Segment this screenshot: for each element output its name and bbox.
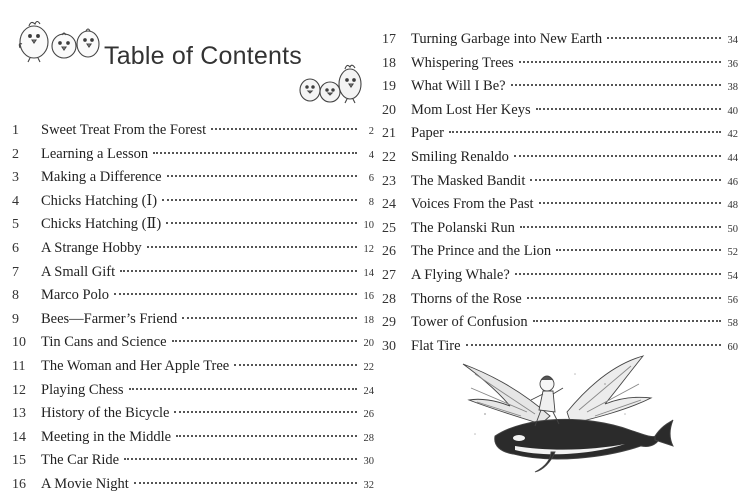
toc-entry[interactable] <box>12 166 374 190</box>
toc-dot-leader <box>539 202 721 204</box>
toc-entry[interactable] <box>382 146 738 170</box>
toc-entry[interactable] <box>382 193 738 217</box>
toc-entry-title[interactable]: History of the Bicycle <box>41 405 170 422</box>
toc-entry-page: 20 <box>363 338 374 350</box>
toc-entry-number: 1 <box>12 123 19 138</box>
toc-entry-title[interactable]: Bees—Farmer’s Friend <box>41 310 178 327</box>
toc-entry-number: 2 <box>12 146 19 162</box>
toc-entry-title[interactable]: The Car Ride <box>41 452 120 469</box>
toc-entry-title[interactable]: A Strange Hobby <box>41 239 142 256</box>
toc-entry-title[interactable]: Chicks Hatching (Ⅰ) <box>41 192 158 209</box>
toc-entry-page: 40 <box>727 105 738 117</box>
toc-entry[interactable] <box>12 426 374 450</box>
toc-entry-number: 24 <box>382 197 396 213</box>
toc-entry-title[interactable]: A Small Gift <box>41 263 116 280</box>
toc-entry-number: 22 <box>382 149 396 165</box>
toc-dot-leader <box>162 199 357 201</box>
toc-entry-page: 44 <box>727 152 738 164</box>
toc-entry[interactable] <box>12 190 374 214</box>
toc-list-left <box>12 119 374 497</box>
toc-entry-number: 14 <box>12 429 26 445</box>
toc-entry[interactable] <box>382 264 738 288</box>
toc-entry-number: 28 <box>382 291 396 307</box>
boy-riding-winged-orca-illustration <box>455 354 675 474</box>
toc-entry-page: 34 <box>727 35 738 46</box>
toc-dot-leader <box>514 155 721 157</box>
toc-entry-title[interactable]: The Prince and the Lion <box>411 243 552 260</box>
toc-entry[interactable] <box>12 331 374 355</box>
toc-dot-leader <box>527 297 721 299</box>
toc-entry-number: 25 <box>382 220 396 236</box>
toc-dot-leader <box>234 364 357 366</box>
toc-entry-number: 20 <box>382 102 396 118</box>
toc-dot-leader <box>466 344 721 346</box>
toc-entry-page: 8 <box>368 196 374 208</box>
toc-entry-title[interactable]: Sweet Treat From the Forest <box>41 122 207 138</box>
toc-dot-leader <box>172 340 357 342</box>
toc-entry-number: 11 <box>12 358 26 374</box>
toc-entry[interactable] <box>382 28 738 52</box>
toc-dot-leader <box>153 152 357 154</box>
toc-entry-number: 30 <box>382 338 396 354</box>
toc-dot-leader <box>167 175 357 177</box>
toc-entry[interactable] <box>12 355 374 379</box>
toc-entry[interactable] <box>12 143 374 167</box>
toc-entry[interactable] <box>382 240 738 264</box>
toc-entry-title[interactable]: Learning a Lesson <box>41 145 149 162</box>
toc-entry-title[interactable]: A Movie Night <box>41 475 129 492</box>
toc-entry[interactable] <box>382 311 738 335</box>
toc-entry-title[interactable]: Voices From the Past <box>411 196 534 213</box>
toc-entry-number: 15 <box>12 453 26 469</box>
toc-entry-title[interactable]: Meeting in the Middle <box>41 428 172 445</box>
toc-entry-number: 7 <box>12 264 19 280</box>
toc-entry-page: 60 <box>727 341 738 353</box>
toc-dot-leader <box>556 249 721 251</box>
toc-entry-number: 8 <box>12 288 19 304</box>
chicks-illustration-right <box>296 58 364 106</box>
toc-entry-title[interactable]: Flat Tire <box>411 337 461 354</box>
toc-entry[interactable] <box>12 379 374 403</box>
toc-entry-number: 19 <box>382 79 396 95</box>
toc-entry-page: 24 <box>363 385 374 397</box>
toc-dot-leader <box>134 482 357 484</box>
toc-entry-page: 36 <box>727 58 738 70</box>
toc-entry-page: 16 <box>363 291 374 303</box>
toc-entry-title[interactable]: What Will I Be? <box>411 78 506 95</box>
toc-entry-page: 42 <box>727 129 738 141</box>
toc-entry-title[interactable]: Turning Garbage into New Earth <box>411 31 603 47</box>
toc-entry[interactable] <box>382 75 738 99</box>
toc-entry-number: 13 <box>12 406 26 422</box>
toc-dot-leader <box>176 435 357 437</box>
toc-entry-number: 12 <box>12 382 26 398</box>
toc-entry-number: 16 <box>12 476 26 492</box>
toc-dot-leader <box>607 37 721 39</box>
toc-entry-page: 26 <box>363 409 374 421</box>
toc-entry-number: 10 <box>12 335 26 351</box>
toc-entry-page: 38 <box>727 82 738 94</box>
chicks-illustration-left <box>12 8 104 64</box>
toc-entry-number: 23 <box>382 173 396 189</box>
toc-entry-page: 28 <box>363 432 374 444</box>
toc-entry[interactable] <box>382 288 738 312</box>
toc-entry-number: 9 <box>12 311 19 327</box>
toc-entry-number: 26 <box>382 244 396 260</box>
toc-entry-page: 32 <box>363 479 374 491</box>
toc-entry-page: 54 <box>727 270 738 282</box>
toc-dot-leader <box>520 226 721 228</box>
toc-entry-page: 22 <box>363 361 374 373</box>
toc-entry[interactable] <box>382 217 738 241</box>
toc-entry[interactable] <box>12 402 374 426</box>
toc-dot-leader <box>129 388 357 390</box>
toc-dot-leader <box>533 320 721 322</box>
toc-entry-page: 30 <box>363 456 374 468</box>
toc-entry[interactable] <box>382 99 738 123</box>
toc-dot-leader <box>519 61 721 63</box>
toc-dot-leader <box>211 128 357 130</box>
toc-entry-title[interactable]: Tin Cans and Science <box>41 334 167 351</box>
toc-dot-leader <box>511 84 721 86</box>
toc-entry-page: 50 <box>727 223 738 235</box>
toc-entry[interactable] <box>382 52 738 76</box>
toc-list-right <box>382 28 738 358</box>
toc-dot-leader <box>120 270 357 272</box>
toc-entry-title[interactable]: The Woman and Her Apple Tree <box>41 357 230 374</box>
toc-entry-number: 21 <box>382 126 396 142</box>
toc-entry-title[interactable]: Making a Difference <box>41 169 162 186</box>
page-title: Table of Contents <box>104 42 302 70</box>
toc-dot-leader <box>166 222 357 224</box>
toc-entry-number: 18 <box>382 55 396 71</box>
toc-entry-page: 14 <box>363 267 374 279</box>
toc-entry-title[interactable]: Mom Lost Her Keys <box>411 101 531 118</box>
toc-entry-title[interactable]: Tower of Confusion <box>411 314 528 331</box>
toc-entry-page: 52 <box>727 247 738 259</box>
toc-entry-title[interactable]: Smiling Renaldo <box>411 148 509 165</box>
toc-entry-title[interactable]: Playing Chess <box>41 381 124 398</box>
toc-entry-title[interactable]: Chicks Hatching (Ⅱ) <box>41 216 162 233</box>
toc-entry-page: 4 <box>368 149 374 161</box>
toc-entry-title[interactable]: Whispering Trees <box>411 54 514 71</box>
toc-entry-number: 27 <box>382 267 396 283</box>
toc-entry[interactable] <box>12 284 374 308</box>
toc-dot-leader <box>182 317 357 319</box>
toc-entry-number: 17 <box>382 32 396 47</box>
toc-entry[interactable] <box>12 261 374 285</box>
toc-dot-leader <box>515 273 721 275</box>
toc-entry-page: 48 <box>727 200 738 212</box>
toc-entry-number: 6 <box>12 240 19 256</box>
toc-entry[interactable] <box>12 213 374 237</box>
toc-entry-page: 56 <box>727 294 738 306</box>
toc-entry-number: 5 <box>12 217 19 233</box>
toc-dot-leader <box>114 293 357 295</box>
toc-entry[interactable] <box>382 122 738 146</box>
toc-entry-title[interactable]: Paper <box>411 125 445 142</box>
toc-dot-leader <box>530 179 721 181</box>
toc-entry-number: 29 <box>382 315 396 331</box>
toc-entry[interactable] <box>12 119 374 143</box>
toc-entry-page: 18 <box>363 314 374 326</box>
toc-entry-number: 3 <box>12 170 19 186</box>
toc-entry-page: 46 <box>727 176 738 188</box>
toc-dot-leader <box>124 458 357 460</box>
toc-entry[interactable] <box>12 308 374 332</box>
toc-dot-leader <box>449 131 721 133</box>
toc-entry[interactable] <box>382 170 738 194</box>
toc-entry-page: 2 <box>368 126 374 137</box>
toc-entry-number: 4 <box>12 193 19 209</box>
toc-entry-title[interactable]: Marco Polo <box>41 287 110 304</box>
toc-entry-title[interactable]: Thorns of the Rose <box>411 290 522 307</box>
toc-entry[interactable] <box>12 449 374 473</box>
toc-entry[interactable] <box>12 237 374 261</box>
toc-dot-leader <box>536 108 721 110</box>
toc-entry-title[interactable]: The Polanski Run <box>411 219 515 236</box>
toc-dot-leader <box>147 246 357 248</box>
toc-entry-page: 58 <box>727 318 738 330</box>
toc-entry-page: 12 <box>363 243 374 255</box>
toc-entry-page: 10 <box>363 220 374 232</box>
toc-dot-leader <box>174 411 357 413</box>
toc-entry-page: 6 <box>368 173 374 185</box>
toc-entry-title[interactable]: A Flying Whale? <box>411 266 510 283</box>
toc-entry-title[interactable]: The Masked Bandit <box>411 172 526 189</box>
toc-entry[interactable] <box>12 473 374 497</box>
